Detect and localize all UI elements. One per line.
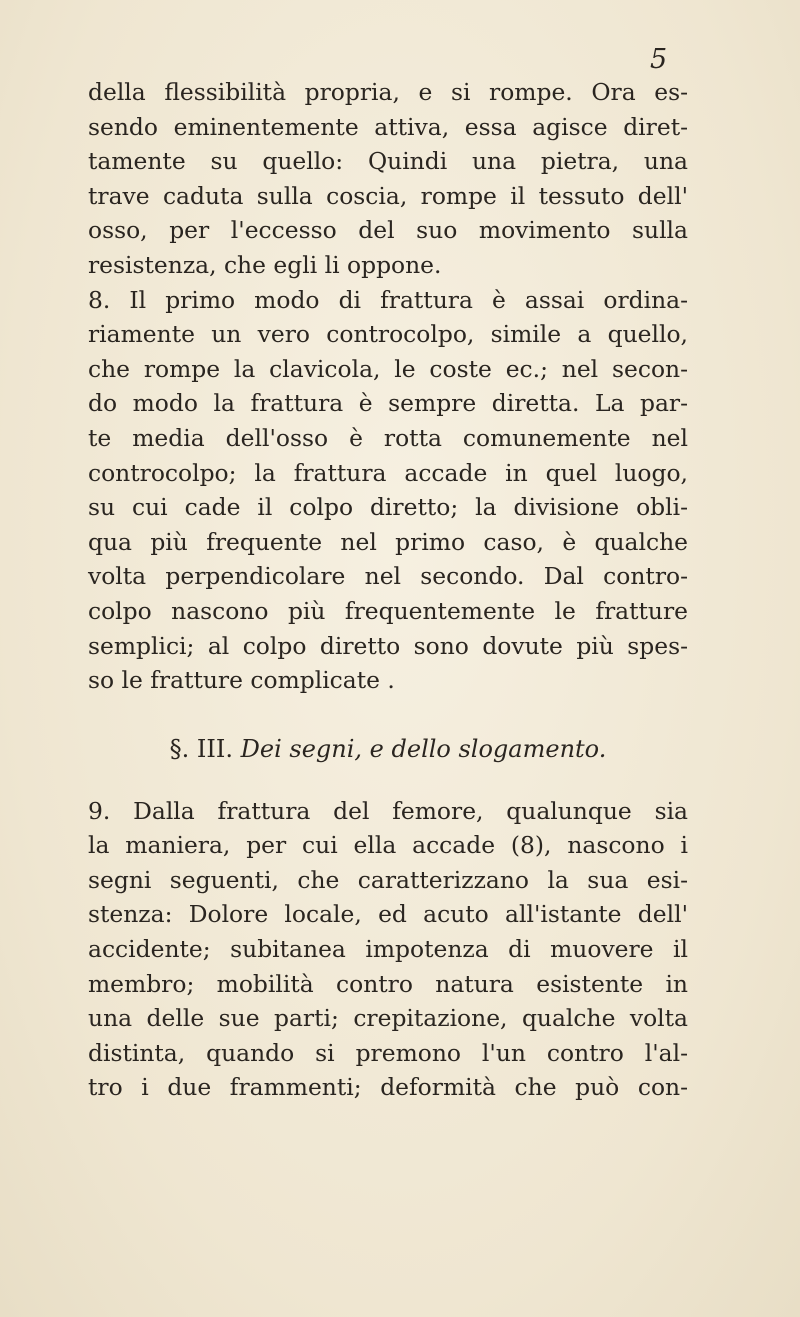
text-line: volta perpendicolare nel secondo. Dal contro- [88, 562, 688, 591]
section-title: Dei segni, e dello slogamento. [240, 734, 607, 763]
text-line: so le fratture complicate . [88, 666, 395, 695]
text-line: te media dell'osso è rotta comunemente nel [88, 423, 688, 452]
paragraph-8 [88, 283, 688, 698]
text-line: controcolpo; la frattura accade in quel luogo, [88, 458, 688, 487]
text-line: riamente un vero controcolpo, simile a quello, [88, 320, 688, 349]
text-line: tamente su quello: Quindi una pietra, una [88, 147, 688, 176]
paragraph-top [88, 75, 688, 283]
section-heading [88, 732, 688, 770]
section-number: §. III. [169, 734, 233, 763]
text-line: segni seguenti, che caratterizzano la sua esi- [88, 865, 688, 894]
text-line: colpo nascono più frequentemente le fratture [88, 596, 688, 625]
text-body [88, 75, 688, 1105]
text-line: accidente; subitanea impotenza di muovere il [88, 935, 688, 964]
text-line: stenza: Dolore locale, ed acuto all'istante dell' [88, 900, 688, 929]
text-line: su cui cade il colpo diretto; la divisione obli- [88, 493, 688, 522]
text-line: una delle sue parti; crepitazione, qualche volta [88, 1004, 688, 1033]
text-line: osso, per l'eccesso del suo movimento sulla [88, 216, 688, 245]
text-line: tro i due frammenti; deformità che può con- [88, 1073, 688, 1102]
text-line: 8. Il primo modo di frattura è assai ordina- [88, 285, 688, 314]
text-line: della flessibilità propria, e si rompe. Ora es- [88, 78, 688, 106]
text-line: trave caduta sulla coscia, rompe il tessuto dell' [88, 181, 688, 210]
text-line: qua più frequente nel primo caso, è qualche [88, 527, 688, 556]
text-line: la maniera, per cui ella accade (8), nascono i [88, 831, 688, 860]
page-number: 5 [650, 44, 668, 75]
text-line: distinta, quando si premono l'un contro l'al- [88, 1038, 688, 1067]
text-line: membro; mobilità contro natura esistente in [88, 969, 688, 998]
text-line: sendo eminentemente attiva, essa agisce diret- [88, 112, 688, 141]
text-line: 9. Dalla frattura del femore, qualunque sia [88, 796, 688, 825]
text-line: semplici; al colpo diretto sono dovute più spes- [88, 631, 688, 660]
paragraph-9 [88, 794, 688, 1105]
text-line: che rompe la clavicola, le coste ec.; nel secon- [88, 354, 688, 383]
text-line: resistenza, che egli li oppone. [88, 250, 442, 279]
text-line: do modo la frattura è sempre diretta. La par- [88, 389, 688, 418]
